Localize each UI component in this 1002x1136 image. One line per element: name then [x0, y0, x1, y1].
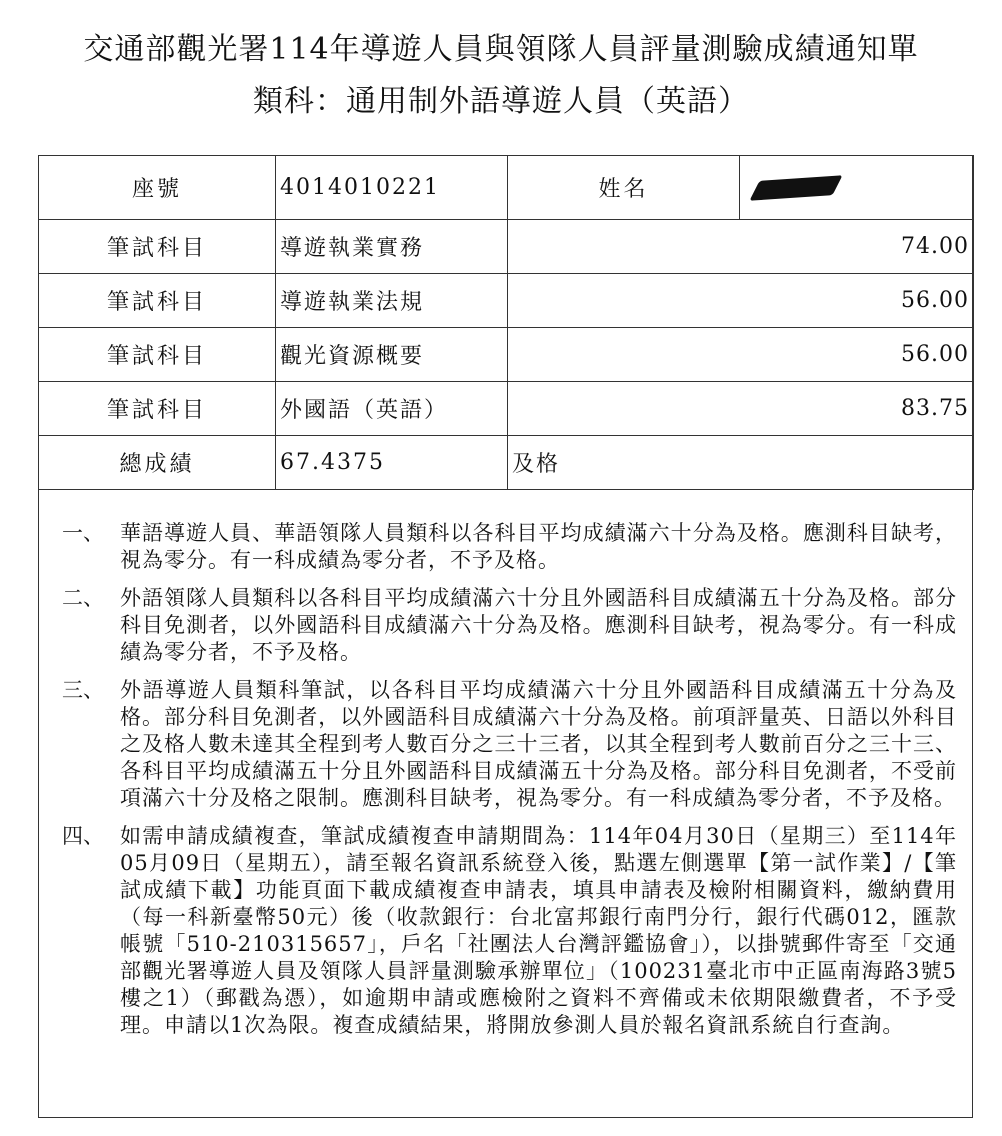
- subject-score: 74.00: [508, 220, 974, 274]
- total-label: 總成績: [39, 436, 276, 490]
- subject-score: 56.00: [508, 328, 974, 382]
- redacted-name: [749, 175, 842, 201]
- note-text: 華語導遊人員、華語領隊人員類科以各科目平均成績滿六十分為及格。應測科目缺考，視為零分。有一科成績為零分者，不予及格。: [120, 521, 957, 572]
- note-item: [62, 520, 957, 574]
- name-value: [740, 156, 974, 220]
- name-label: 姓名: [508, 156, 740, 220]
- subject-name: 外國語（英語）: [276, 382, 508, 436]
- subject-row: [39, 274, 974, 328]
- notes-section: [62, 520, 957, 1050]
- note-item: [62, 677, 957, 812]
- note-number: 四、: [62, 824, 104, 848]
- seat-number: 4014010221: [276, 156, 508, 220]
- total-row: [39, 436, 974, 490]
- document-title: 交通部觀光署114年導遊人員與領隊人員評量測驗成績通知單: [83, 32, 919, 67]
- note-number: 一、: [62, 521, 104, 545]
- subject-label: 筆試科目: [39, 328, 276, 382]
- category-subtitle: 類科：通用制外語導遊人員（英語）: [253, 84, 749, 119]
- note-text: 外語領隊人員類科以各科目平均成績滿六十分且外國語科目成績滿五十分為及格。部分科目免測者，以外國語科目成績滿六十分為及格。應測科目缺考，視為零分。有一科成績為零分者，不予及格。: [120, 586, 957, 664]
- subject-label: 筆試科目: [39, 220, 276, 274]
- total-score: 67.4375: [276, 436, 508, 490]
- subject-row: [39, 220, 974, 274]
- subject-row: [39, 382, 974, 436]
- note-text: 如需申請成績複查，筆試成績複查申請期間為：114年04月30日（星期三）至114年05月09日（星期五），請至報名資訊系統登入後，點選左側選單【第一試作業】/【筆試成績下載】功能頁面下載成績複查申請表，填具申請表及檢附相關資料，繳納費用（每一科新臺幣50元）後（收款銀行：台北富邦銀行南門分行，銀行代碼012，匯款帳號「510-210315657」，戶名「社團法人台灣評鑑協會」），以掛號郵件寄至「交通部觀光署導遊人員及領隊人員評量測驗承辦單位」（100231臺北市中正區南海路3號5樓之1）（郵戳為憑），如逾期申請或應檢附之資料不齊備或未依期限繳費者，不予受理。申請以1次為限。複查成績結果，將開放參測人員於報名資訊系統自行查詢。: [120, 824, 957, 1037]
- subject-name: 導遊執業法規: [276, 274, 508, 328]
- note-number: 二、: [62, 586, 104, 610]
- seat-row: [39, 156, 974, 220]
- subject-name: 觀光資源概要: [276, 328, 508, 382]
- note-number: 三、: [62, 678, 104, 702]
- note-text: 外語導遊人員類科筆試，以各科目平均成績滿六十分且外國語科目成績滿五十分為及格。部分科目免測者，以外國語科目成績滿六十分為及格。前項評量英、日語以外科目之及格人數未達其全程到考人數百分之三十三者，以其全程到考人數前百分之三十三、各科目平均成績滿五十分且外國語科目成績滿五十分為及格。部分科目免測者，不受前項滿六十分及格之限制。應測科目缺考，視為零分。有一科成績為零分者，不予及格。: [120, 678, 957, 810]
- score-table: [38, 155, 974, 490]
- subject-row: [39, 328, 974, 382]
- pass-result: 及格: [508, 436, 974, 490]
- note-item: [62, 585, 957, 666]
- subject-score: 56.00: [508, 274, 974, 328]
- note-item: [62, 823, 957, 1039]
- subject-score: 83.75: [508, 382, 974, 436]
- subject-name: 導遊執業實務: [276, 220, 508, 274]
- subject-label: 筆試科目: [39, 382, 276, 436]
- seat-label: 座號: [39, 156, 276, 220]
- subject-label: 筆試科目: [39, 274, 276, 328]
